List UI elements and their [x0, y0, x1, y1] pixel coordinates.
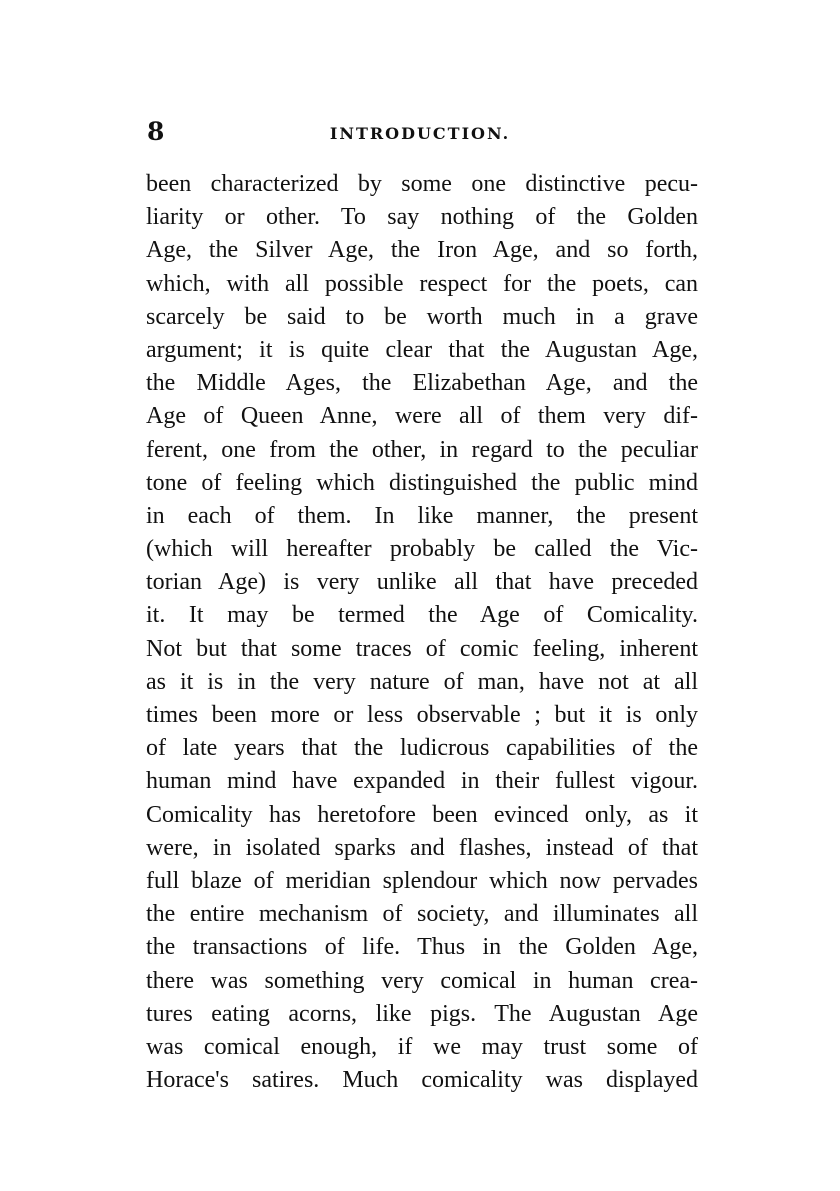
text-line: were, in isolated sparks and flashes, instead of that	[146, 834, 698, 861]
text-line: in each of them. In like manner, the present	[146, 502, 698, 529]
text-line: as it is in the very nature of man, have not at all	[146, 668, 698, 695]
text-line: the entire mechanism of society, and illuminates all	[146, 901, 698, 928]
text-line: Not but that some traces of comic feeling, inherent	[146, 635, 698, 662]
text-line: which, with all possible respect for the poets, can	[146, 270, 698, 297]
text-line: of late years that the ludicrous capabilities of the	[146, 735, 698, 762]
text-line: there was something very comical in human crea-	[146, 967, 698, 994]
running-head: INTRODUCTION.	[329, 124, 511, 143]
text-line: torian Age) is very unlike all that have preceded	[146, 569, 698, 596]
text-line: argument; it is quite clear that the Augustan Age,	[146, 336, 698, 363]
text-line: the Middle Ages, the Elizabethan Age, and the	[146, 370, 698, 397]
text-line: Age of Queen Anne, were all of them very dif-	[146, 403, 698, 430]
text-line: human mind have expanded in their fullest vigour.	[146, 768, 698, 795]
body-text	[146, 168, 698, 1097]
text-line: was comical enough, if we may trust some of	[146, 1033, 698, 1060]
text-line: liarity or other. To say nothing of the Golden	[146, 204, 698, 231]
text-line: full blaze of meridian splendour which now pervades	[146, 867, 698, 894]
page-number: 8	[147, 117, 165, 146]
text-line: it. It may be termed the Age of Comicality.	[146, 602, 698, 629]
text-line: (which will hereafter probably be called the Vic-	[146, 536, 698, 563]
text-line: tures eating acorns, like pigs. The Augustan Age	[146, 1000, 698, 1027]
text-line: Comicality has heretofore been evinced only, as it	[146, 801, 698, 828]
text-line: scarcely be said to be worth much in a grave	[146, 303, 698, 330]
text-line: times been more or less observable ; but it is only	[146, 702, 698, 728]
text-line: Horace's satires. Much comicality was displayed	[146, 1067, 698, 1094]
text-line: Age, the Silver Age, the Iron Age, and so forth,	[146, 237, 698, 264]
text-line: been characterized by some one distinctive pecu-	[146, 171, 698, 197]
text-line: the transactions of life. Thus in the Golden Age,	[146, 934, 698, 961]
text-line: ferent, one from the other, in regard to the peculiar	[146, 436, 698, 463]
text-line: tone of feeling which distinguished the public mind	[146, 469, 698, 496]
